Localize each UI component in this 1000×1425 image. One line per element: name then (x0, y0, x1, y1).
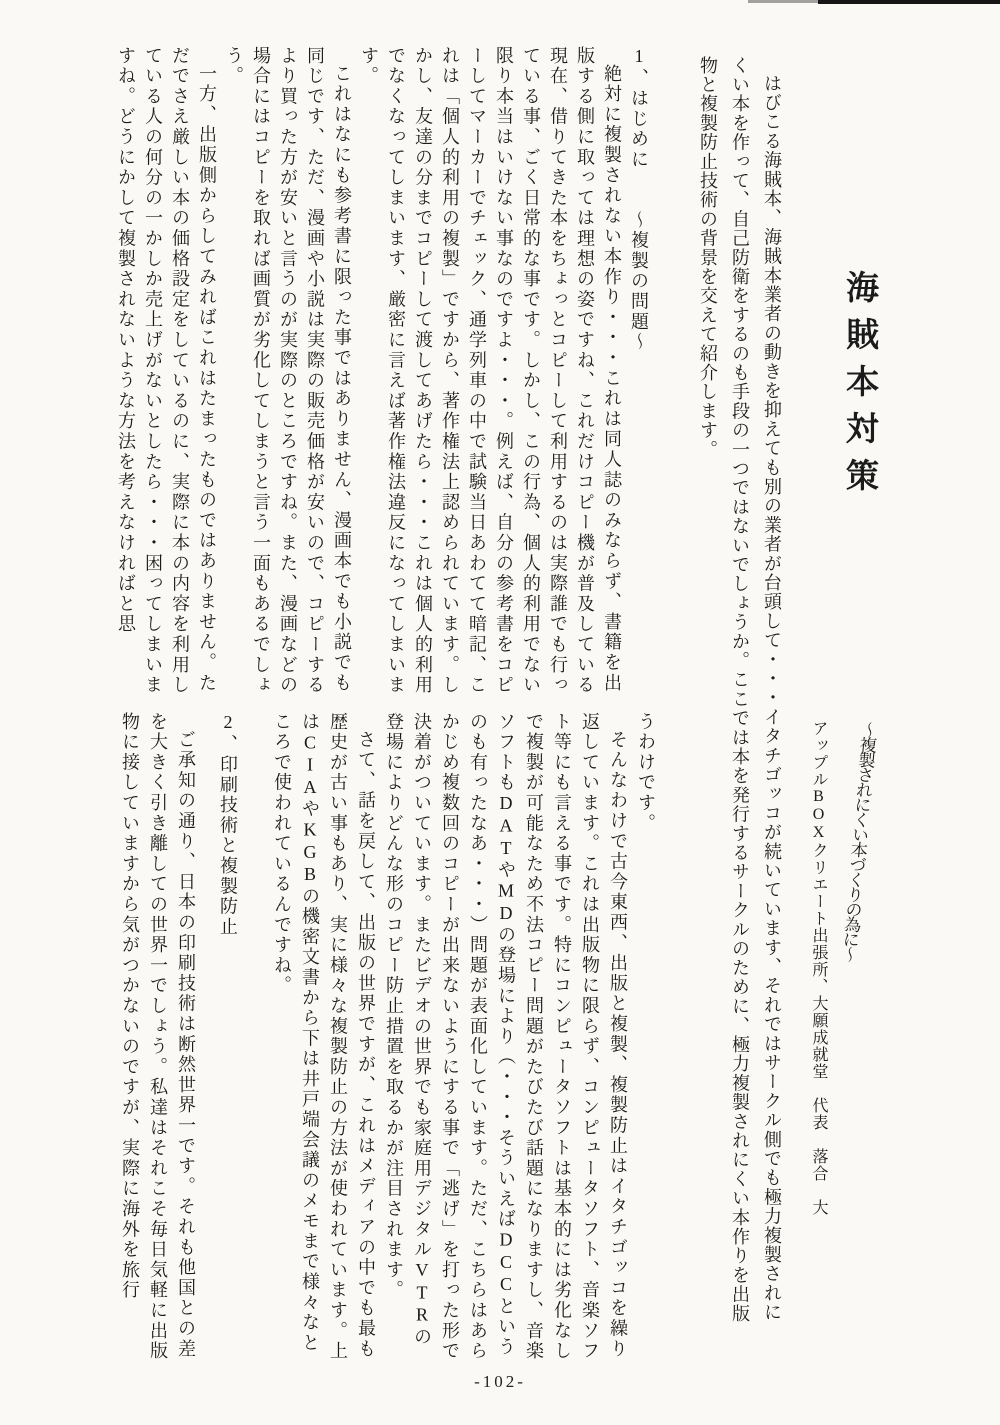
paragraph: 一方、出版側からしてみればこれはたまったものではありません。ただでさえ厳しい本の価格設定をしているのに、実際に本の内容を利用している人の何分の一かしか売上げがないとしたら・・・困ってしまいますね。どうにかして複製されないような方法を考えなければと思 (116, 46, 217, 696)
byline: アップルBOXクリエート出張所、大願成就堂 代表 落合 大 (810, 720, 827, 1216)
scan-artifact-line (818, 0, 1000, 4)
paragraph-continuation: うわけです。 (636, 712, 656, 834)
section-1 (104, 46, 652, 698)
lead-paragraph: はびこる海賊本、海賊本業者の動きを抑えても別の業者が台頭して・・・イタチゴッコが続いています、それではサークル側でも極力複製されにくい本を作って、自己防衛をするのも手段の一つではないでしょうか。ここでは本を発行するサークルのために、極力複製されにくい本作りを出版物と複製防止技術の背景を交えて紹介します。 (698, 56, 782, 1324)
page-number: -102- (474, 1372, 526, 1391)
paragraph: これはなにも参考書に限った事ではありません、漫画本でも小説でも同じです、ただ、漫画や小説は実際の販売価格が安いので、コピーするより買った方が安いと言うのが実際のところですね。また、漫画などの場合にはコピーを取れば画質が劣化してしまうと言う一面もあるでしょう。 (224, 46, 352, 696)
paragraph: ご承知の通り、日本の印刷技術は断然世界一です。それも他国との差を大きく引き離しての世界一でしょう。私達はそれこそ毎日気軽に出版物に接していますから気がつかないのですが、実際に海外を旅行 (120, 712, 196, 1362)
paragraph: さて、話を戻して、出版の世界ですが、これはメディアの中でも最も歴史が古い事もあり、実に様々な複製防止の方法が使われています。上はCIAやKGBの機密文書から下は井戸端会議のメモまで様々なところで使われているんですね。 (272, 712, 376, 1362)
section-1-heading: 1、はじめに 〜複製の問題〜 (629, 46, 649, 353)
paragraph: 絶対に複製されない本作り・・・これは同人誌のみならず、書籍を出版する側に取っては理想の姿ですね、これだけコピー機が普及している現在、借りてきた本をちょっとコピーして利用するのは実際誰でも行っている事、ごく日常的な事です。しかし、この行為、個人的利用でない限り本当はいけない事なのですよ・・・。例えば、自分の参考書をコピーしてマーカーでチェック、通学列車の中で試験当日あわてて暗記、これは「個人的利用の複製」ですから、著作権法上認められています。しかし、友達の分までコピーして渡してあげたら・・・これは個人的利用でなくなってしまいます、厳密に言えば著作権法違反になってしまいます。 (359, 46, 622, 696)
section-2-heading: 2、印刷技術と複製防止 (218, 712, 238, 938)
section-2 (110, 712, 660, 1364)
page-subtitle: 〜複製されにくい本づくりの為に〜 (838, 720, 879, 962)
page-title: 海賊本対策 (841, 270, 877, 505)
paragraph: そんなわけで古今東西、出版と複製、複製防止はイタチゴッコを繰り返しています。これは出版物に限らず、コンピュータソフト、音楽ソフト等にも言える事です。特にコンピュータソフトは基本的には劣化なしで複製が可能なため不法コピー問題がたびたび話題になりますし、音楽ソフトもDATやMDの登場により（・・・そういえばDCCというのも有ったなあ・・・）問題が表面化しています。ただ、こちらはあらかじめ複数回のコピーが出来ないようにする事で「逃げ」を打った形で決着がついています。またビデオの世界でも家庭用デジタルVTRの登場によりどんな形のコピー防止措置を取るかが注目されます。 (384, 712, 628, 1362)
